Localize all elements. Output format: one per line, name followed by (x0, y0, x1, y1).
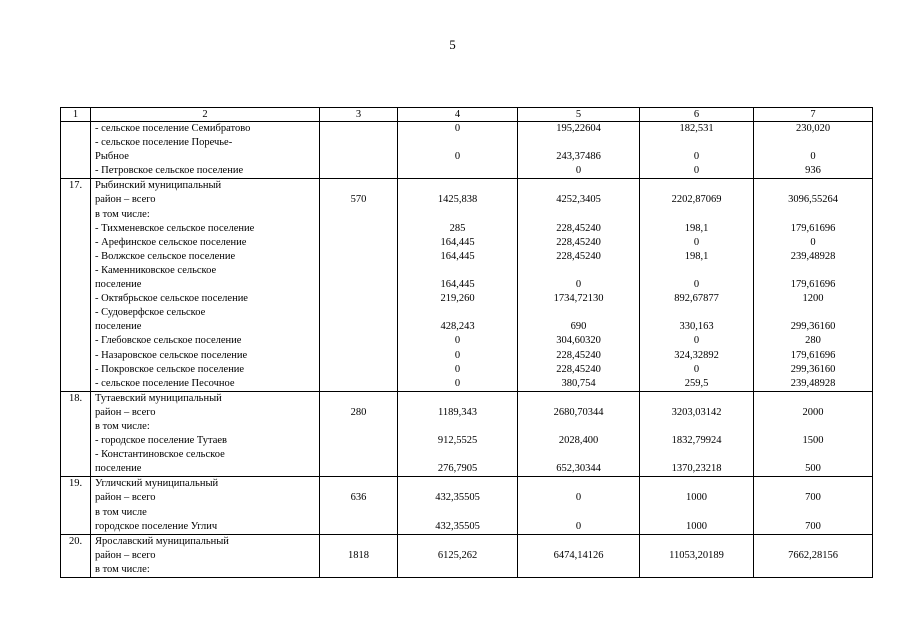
cell-value-line (320, 250, 397, 264)
cell-value-line: 164,445 (440, 250, 475, 262)
cell-value-line: 182,531 (679, 123, 714, 134)
cell-value-line: 1818 (348, 549, 369, 561)
cell-value (754, 179, 873, 391)
cell-value-line (518, 420, 639, 434)
cell-value-line (640, 563, 753, 577)
cell-text-line: - сельское поселение Поречье- (95, 137, 233, 149)
cell-value (754, 391, 873, 477)
cell-value-line (518, 563, 639, 577)
cell-value-line (398, 535, 517, 549)
cell-value-line (398, 420, 517, 434)
cell-value-line (320, 136, 397, 150)
cell-value-line (398, 506, 517, 520)
cell-name (91, 122, 320, 179)
cell-value-line: 219,260 (440, 293, 475, 305)
cell-value-line: 228,45240 (556, 236, 601, 248)
cell-value-line: 230,020 (795, 123, 831, 134)
cell-value-line (398, 392, 517, 406)
cell-text-line: район – всего (95, 406, 156, 418)
column-header: 6 (640, 108, 754, 122)
cell-value-line (320, 278, 397, 292)
cell-value-line: 0 (693, 363, 700, 375)
cell-text-line: поселение (95, 321, 142, 333)
cell-text-line: в том числе: (95, 563, 150, 575)
cell-value-line (640, 506, 753, 520)
cell-value-line: 179,61696 (790, 279, 836, 291)
cell-value (398, 391, 518, 477)
cell-value-line: 500 (805, 463, 821, 475)
data-table (60, 107, 873, 578)
cell-value-line (398, 306, 517, 320)
cell-value-line: 4252,3405 (556, 194, 601, 206)
cell-text-line: - Тихменевское сельское поселение (95, 222, 255, 234)
cell-value-line: 0 (575, 520, 582, 532)
cell-value (640, 477, 754, 534)
cell-text-line: район – всего (95, 194, 156, 206)
cell-value-line: 700 (805, 492, 821, 504)
cell-value-line (518, 392, 639, 406)
cell-value-line (320, 563, 397, 577)
cell-value-line: 0 (575, 165, 582, 177)
cell-text-line: поселение (95, 279, 142, 291)
cell-text-line: - Судоверфское сельское (95, 307, 206, 319)
cell-value-line (320, 150, 397, 164)
cell-value-line (640, 306, 753, 320)
cell-value-line: 198,1 (684, 250, 709, 262)
cell-value-line (320, 264, 397, 278)
cell-value-line (754, 420, 872, 434)
cell-value-line: 0 (693, 151, 700, 163)
column-header: 4 (398, 108, 518, 122)
cell-text-line: - Покровское сельское поселение (95, 363, 245, 375)
column-header: 7 (754, 108, 873, 122)
cell-text-line: - Октябрьское сельское поселение (95, 293, 248, 305)
cell-name (91, 534, 320, 577)
cell-value-line (640, 448, 753, 462)
cell-value-line (320, 292, 397, 306)
cell-value-line (640, 179, 753, 193)
cell-value-line: 3096,55264 (788, 194, 838, 206)
cell-value-line: 280 (805, 335, 821, 347)
cell-value-line (320, 334, 397, 348)
cell-value-line: 1189,343 (438, 406, 477, 418)
cell-value-line: 690 (570, 321, 587, 333)
cell-value-line: 912,5525 (437, 435, 478, 447)
cell-value-line (518, 306, 639, 320)
cell-value-line: 2202,87069 (671, 194, 722, 206)
cell-value-line: 2680,70344 (553, 406, 604, 418)
cell-value-line: 0 (454, 335, 461, 347)
cell-name (91, 179, 320, 391)
cell-value-line: 164,445 (440, 236, 475, 248)
cell-value-line: 0 (454, 377, 461, 389)
cell-name (91, 391, 320, 477)
cell-value-line (320, 506, 397, 520)
cell-value-line (518, 477, 639, 491)
cell-value-line (320, 477, 397, 491)
cell-value-line: 280 (350, 406, 367, 418)
cell-text-line: - Петровское сельское поселение (95, 165, 244, 177)
cell-value (398, 122, 518, 179)
cell-value-line: 0 (454, 363, 461, 375)
cell-value-line: 1200 (802, 293, 824, 305)
cell-value-line (320, 420, 397, 434)
cell-text-line: в том числе (95, 506, 147, 518)
cell-value-line (518, 535, 639, 549)
cell-text-line: в том числе: (95, 420, 150, 432)
cell-value-line (640, 477, 753, 491)
cell-value-line (320, 392, 397, 406)
table-row (61, 477, 873, 534)
cell-value-line (754, 179, 872, 193)
cell-value-line: 1000 (686, 492, 707, 504)
cell-value (754, 534, 873, 577)
cell-value-line: 304,60320 (556, 335, 601, 347)
cell-value-line: 239,48928 (790, 250, 836, 262)
cell-value-line: 428,243 (440, 321, 475, 333)
cell-value-line (640, 136, 753, 150)
cell-value (320, 534, 398, 577)
cell-text-line: - городское поселение Тутаев (95, 435, 227, 447)
cell-value-line: 1832,79924 (671, 435, 722, 447)
column-header: 5 (518, 108, 640, 122)
cell-value-line (320, 434, 397, 448)
cell-value-line: 198,1 (684, 222, 709, 234)
cell-value (640, 122, 754, 179)
cell-value-line: 6474,14126 (553, 549, 604, 561)
cell-value-line (518, 448, 639, 462)
cell-value-line (754, 264, 872, 278)
cell-value-line (398, 179, 517, 193)
cell-value-line (518, 136, 639, 150)
cell-text-line: городское поселение Углич (95, 520, 218, 532)
cell-value-line: 299,36160 (790, 363, 836, 375)
cell-value-line (398, 477, 517, 491)
cell-value-line: 228,45240 (556, 250, 601, 262)
cell-value-line: 259,5 (684, 377, 709, 389)
cell-text-line: - Волжское сельское поселение (95, 250, 236, 262)
cell-value-line (754, 477, 872, 491)
cell-value-line (754, 535, 872, 549)
cell-value (398, 179, 518, 391)
cell-text-line: в том числе: (95, 208, 150, 220)
cell-value-line: 179,61696 (790, 349, 836, 361)
cell-value-line: 700 (805, 520, 821, 532)
cell-text-line: - сельское поселение Семибратово (95, 123, 251, 134)
cell-value-line (320, 363, 397, 377)
page-number: 5 (449, 37, 456, 52)
row-number (61, 122, 91, 179)
cell-value-line: 0 (693, 279, 700, 291)
cell-value-line (320, 208, 397, 222)
cell-name (91, 477, 320, 534)
cell-value-line (320, 448, 397, 462)
cell-value-line: 0 (575, 279, 582, 291)
cell-value-line: 11053,20189 (669, 549, 724, 561)
cell-value-line: 6125,262 (437, 549, 478, 561)
cell-value-line: 195,22604 (556, 123, 601, 134)
cell-value-line (320, 377, 397, 391)
cell-value-line: 2000 (802, 406, 824, 418)
cell-value-line: 2028,400 (558, 435, 599, 447)
cell-value-line (640, 208, 753, 222)
cell-text-line: - Назаровское сельское поселение (95, 349, 248, 361)
cell-value-line (518, 208, 639, 222)
cell-text-line: Рыбинский муниципальный (95, 180, 222, 192)
cell-value-line (398, 208, 517, 222)
cell-value-line (754, 136, 872, 150)
cell-text-line: район – всего (95, 549, 156, 561)
cell-value-line: 1425,838 (437, 194, 478, 206)
cell-value (398, 477, 518, 534)
cell-value-line (398, 136, 517, 150)
cell-value-line (640, 264, 753, 278)
cell-value-line: 380,754 (561, 377, 596, 389)
cell-value-line (320, 236, 397, 250)
cell-value (320, 179, 398, 391)
cell-value-line: 432,35505 (435, 492, 480, 504)
cell-value-line (320, 462, 397, 476)
column-header: 2 (91, 108, 320, 122)
cell-value-line: 0 (454, 349, 461, 361)
cell-value (518, 179, 640, 391)
cell-value-line (754, 306, 872, 320)
cell-value-line: 0 (810, 151, 816, 163)
cell-value-line: 239,48928 (790, 377, 836, 389)
cell-value-line (320, 520, 397, 534)
cell-value-line: 228,45240 (556, 363, 601, 375)
cell-value-line: 299,36160 (790, 321, 836, 333)
cell-value-line (398, 164, 517, 178)
cell-value-line: 164,445 (440, 279, 475, 291)
row-number: 19. (61, 477, 91, 534)
cell-value-line: 228,45240 (556, 349, 601, 361)
cell-value-line: 0 (693, 335, 700, 347)
row-number: 17. (61, 179, 91, 391)
cell-value-line (640, 535, 753, 549)
table-row (61, 122, 873, 179)
cell-value-line: 1500 (802, 435, 824, 447)
table-row (61, 179, 873, 391)
cell-value-line (518, 179, 639, 193)
cell-value-line: 0 (810, 236, 816, 248)
cell-text-line: Угличский муниципальный (95, 478, 219, 490)
cell-value-line: 936 (805, 165, 821, 177)
cell-value-line: 0 (575, 492, 582, 504)
cell-value (754, 477, 873, 534)
cell-value-line (640, 392, 753, 406)
cell-value-line: 285 (449, 222, 466, 234)
cell-value-line: 892,67877 (674, 293, 719, 305)
cell-value-line (320, 222, 397, 236)
cell-value-line: 1000 (686, 520, 707, 532)
cell-value-line (320, 179, 397, 193)
cell-value-line: 243,37486 (556, 151, 601, 163)
cell-text-line: Рыбное (95, 151, 129, 163)
cell-text-line: район – всего (95, 492, 156, 504)
row-number: 18. (61, 391, 91, 477)
cell-value (320, 391, 398, 477)
cell-text-line: поселение (95, 463, 142, 475)
cell-value-line (398, 264, 517, 278)
cell-value (640, 179, 754, 391)
cell-value-line: 228,45240 (556, 222, 601, 234)
column-header: 1 (61, 108, 91, 122)
cell-value-line (754, 563, 872, 577)
cell-value-line: 1734,72130 (553, 293, 604, 305)
cell-value (640, 391, 754, 477)
cell-value-line: 179,61696 (790, 222, 836, 234)
row-number: 20. (61, 534, 91, 577)
column-header: 3 (320, 108, 398, 122)
cell-value-line (754, 506, 872, 520)
cell-text-line: Ярославский муниципальный (95, 535, 229, 547)
cell-value-line: 652,30344 (556, 463, 601, 475)
cell-value (754, 122, 873, 179)
cell-text-line: - Каменниковское сельское (95, 264, 217, 276)
cell-value-line (518, 506, 639, 520)
cell-value-line: 276,7905 (437, 463, 478, 475)
cell-value-line (754, 448, 872, 462)
cell-value (320, 477, 398, 534)
cell-text-line: - Арефинское сельское поселение (95, 236, 247, 248)
cell-value (320, 122, 398, 179)
cell-value-line: 7662,28156 (788, 549, 838, 561)
cell-value-line: 0 (693, 236, 700, 248)
table-row (61, 391, 873, 477)
cell-value-line: 3203,03142 (671, 406, 722, 418)
table-header-row (61, 108, 873, 122)
cell-value-line: 330,163 (679, 321, 714, 333)
cell-value-line: 570 (350, 194, 367, 206)
cell-value-line: 0 (454, 151, 461, 163)
cell-value (518, 534, 640, 577)
cell-text-line: - Глебовское сельское поселение (95, 335, 242, 347)
cell-value-line (320, 306, 397, 320)
cell-value-line (754, 392, 872, 406)
cell-value-line: 324,32892 (674, 349, 719, 361)
cell-value-line (398, 448, 517, 462)
cell-value-line (398, 563, 517, 577)
cell-value-line: 1370,23218 (671, 463, 722, 475)
cell-value-line: 0 (454, 123, 461, 134)
cell-value-line (320, 122, 397, 136)
cell-value (518, 391, 640, 477)
cell-value-line (320, 349, 397, 363)
cell-value-line (518, 264, 639, 278)
cell-value-line (320, 320, 397, 334)
cell-value-line: 0 (693, 165, 700, 177)
cell-value-line: 636 (350, 492, 367, 504)
cell-value (518, 477, 640, 534)
table-row (61, 534, 873, 577)
cell-value-line (320, 164, 397, 178)
cell-text-line: - сельское поселение Песочное (95, 377, 235, 389)
cell-value-line (754, 208, 872, 222)
cell-value (640, 534, 754, 577)
cell-text-line: - Константиновское сельское (95, 449, 225, 461)
cell-value-line (640, 420, 753, 434)
cell-text-line: Тутаевский муниципальный (95, 392, 222, 404)
cell-value (518, 122, 640, 179)
cell-value-line: 432,35505 (435, 520, 480, 532)
cell-value-line (320, 535, 397, 549)
cell-value (398, 534, 518, 577)
